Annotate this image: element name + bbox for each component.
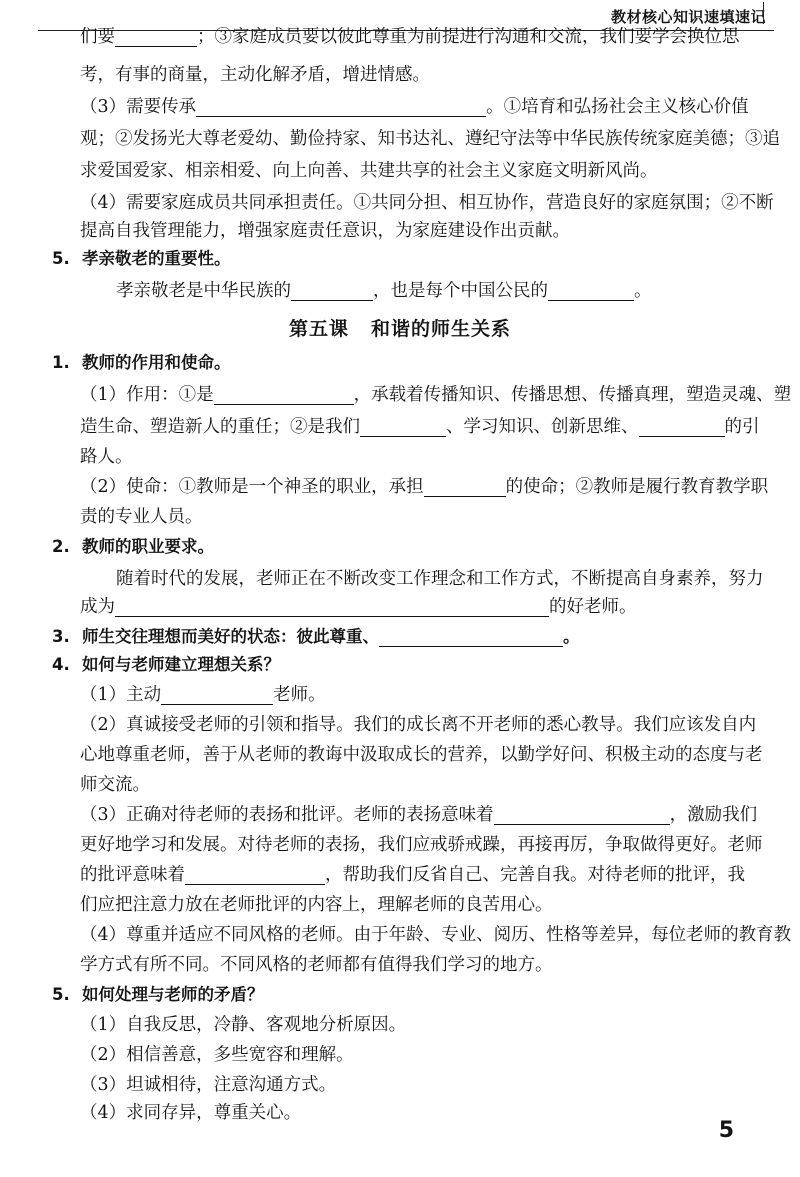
fill-blank[interactable] [196,96,486,117]
text-line: 路人。 [80,447,133,467]
running-header: 教材核心知识速填速记 [610,8,766,26]
fill-blank[interactable] [639,416,725,437]
question-heading: 1. 教师的作用和使命。 [52,353,231,372]
text-line: （1）主动 老师。 [80,685,326,705]
text-line: 孝亲敬老是中华民族的 ，也是每个中国公民的 。 [116,281,652,301]
fill-blank[interactable] [379,626,563,647]
lesson-title: 第五课 和谐的师生关系 [288,318,512,340]
list-item: （2）相信善意，多些宽容和理解。 [80,1045,354,1065]
text-line: （4）需要家庭成员共同承担责任。①共同分担、相互协作，营造良好的家庭氛围；②不断 [80,193,774,213]
text-line: （1）作用：①是 ，承载着传播知识、传播思想、传播真理，塑造灵魂、塑 [80,385,792,405]
header-corner-mark [763,2,778,24]
text-line: 观；②发扬光大尊老爱幼、勤俭持家、知书达礼、遵纪守法等中华民族传统家庭美德；③追 [80,129,780,149]
text-line: （4）尊重并适应不同风格的老师。由于年龄、专业、阅历、性格等差异，每位老师的教育教 [80,925,792,945]
fill-blank[interactable] [494,804,670,825]
text-line: 随着时代的发展，老师正在不断改变工作理念和工作方式，不断提高自身素养，努力 [116,569,764,589]
text-line: （2）真诚接受老师的引领和指导。我们的成长离不开老师的悉心教导。我们应该发自内 [80,715,757,735]
list-item: （1）自我反思，冷静、客观地分析原因。 [80,1015,407,1035]
text-line: （3）正确对待老师的表扬和批评。老师的表扬意味着 ，激励我们 [80,805,758,825]
fill-blank[interactable] [161,684,273,705]
text-line: 提高自我管理能力，增强家庭责任意识，为家庭建设作出贡献。 [80,221,570,241]
text-line: （2）使命：①教师是一个神圣的职业，承担 的使命；②教师是履行教育教学职 [80,477,769,497]
list-item: （4）求同存异，尊重关心。 [80,1103,302,1123]
fill-blank[interactable] [360,416,446,437]
fill-blank[interactable] [548,280,634,301]
text-line: 造生命、塑造新人的重任；②是我们 、学习知识、创新思维、 的引 [80,417,760,437]
fill-blank[interactable] [291,280,373,301]
page-number: 5 [718,1118,734,1143]
text-line: 成为 的好老师。 [80,597,637,617]
text-line: 心地尊重老师，善于从老师的教诲中汲取成长的营养，以勤学好问、积极主动的态度与老 [80,745,763,765]
text-line: 的批评意味着 ，帮助我们反省自己、完善自我。对待老师的批评，我 [80,865,745,885]
fill-blank[interactable] [214,384,354,405]
question-heading: 5. 如何处理与老师的矛盾？ [52,985,264,1004]
text-line: （3）需要传承 。①培育和弘扬社会主义核心价值 [80,97,749,117]
text-line: 们要 ；③家庭成员要以彼此尊重为前提进行沟通和交流，我们要学会换位思 [80,27,740,47]
fill-blank[interactable] [115,26,197,47]
question-heading: 3. 师生交往理想而美好的状态：彼此尊重、 。 [52,627,580,646]
text-line: 师交流。 [80,775,150,795]
text-line: 们应把注意力放在老师批评的内容上，理解老师的良苦用心。 [80,895,553,915]
text-line: 考，有事的商量，主动化解矛盾，增进情感。 [80,65,430,85]
list-item: （3）坦诚相待，注意沟通方式。 [80,1075,337,1095]
question-heading: 2. 教师的职业要求。 [52,537,214,556]
question-heading: 4. 如何与老师建立理想关系？ [52,655,280,674]
text-line: 责的专业人员。 [80,507,203,527]
fill-blank[interactable] [424,476,506,497]
question-heading: 5. 孝亲敬老的重要性。 [52,249,231,268]
text-line: 求爱国爱家、相亲相爱、向上向善、共建共享的社会主义家庭文明新风尚。 [80,161,658,181]
fill-blank[interactable] [115,596,549,617]
text-line: 更好地学习和发展。对待老师的表扬，我们应戒骄戒躁，再接再厉，争取做得更好。老师 [80,835,763,855]
fill-blank[interactable] [185,864,325,885]
text-line: 学方式有所不同。不同风格的老师都有值得我们学习的地方。 [80,955,553,975]
